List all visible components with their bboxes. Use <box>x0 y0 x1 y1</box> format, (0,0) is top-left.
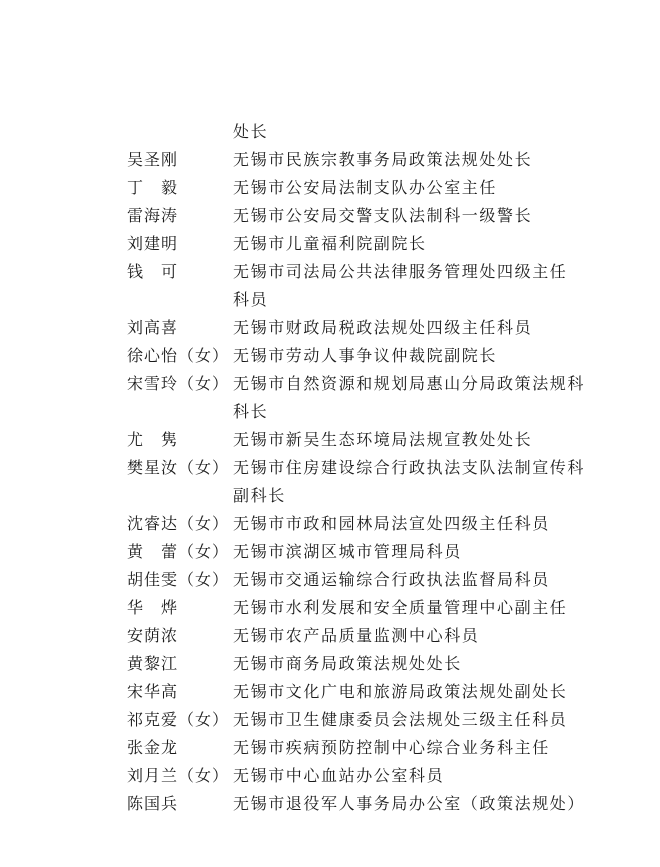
person-name: 刘建明 <box>127 234 179 253</box>
list-item <box>127 342 607 370</box>
person-position: 无锡市公安局法制支队办公室主任 <box>233 178 498 197</box>
list-item <box>127 202 607 230</box>
person-position: 无锡市疾病预防控制中心综合业务科主任 <box>233 738 550 757</box>
person-name: 祁克爱（女） <box>127 710 230 729</box>
person-name: 宋华高 <box>127 682 179 701</box>
person-name: 黄 蕾（女） <box>127 542 230 561</box>
person-name: 胡佳雯（女） <box>127 570 230 589</box>
list-item <box>127 174 607 202</box>
list-item <box>127 650 607 678</box>
person-name: 丁 毅 <box>127 178 179 197</box>
person-name: 陈国兵 <box>127 794 179 813</box>
person-name: 华 烨 <box>127 598 179 617</box>
list-item <box>127 230 607 258</box>
person-position: 无锡市财政局税政法规处四级主任科员 <box>233 318 533 337</box>
person-position: 无锡市商务局政策法规处处长 <box>233 654 462 673</box>
person-position: 无锡市公安局交警支队法制科一级警长 <box>233 206 533 225</box>
list-item <box>127 538 607 566</box>
person-position: 无锡市水利发展和安全质量管理中心副主任 <box>233 598 568 617</box>
person-position: 无锡市司法局公共法律服务管理处四级主任 科员 <box>233 262 568 309</box>
list-item <box>127 762 607 790</box>
person-name: 沈睿达（女） <box>127 514 230 533</box>
person-name: 宋雪玲（女） <box>127 374 230 393</box>
person-position: 无锡市新吴生态环境局法规宣教处处长 <box>233 430 533 449</box>
list-item <box>127 258 607 314</box>
person-position: 无锡市住房建设综合行政执法支队法制宣传科 副科长 <box>233 458 586 505</box>
list-item <box>127 370 607 426</box>
person-position: 无锡市农产品质量监测中心科员 <box>233 626 480 645</box>
person-position: 无锡市卫生健康委员会法规处三级主任科员 <box>233 710 568 729</box>
list-item <box>127 454 607 510</box>
list-item <box>127 118 607 146</box>
person-name: 钱 可 <box>127 262 179 281</box>
person-name: 安荫浓 <box>127 626 179 645</box>
list-item <box>127 706 607 734</box>
list-item <box>127 146 607 174</box>
person-position: 无锡市市政和园林局法宣处四级主任科员 <box>233 514 550 533</box>
list-item <box>127 678 607 706</box>
person-name: 雷海涛 <box>127 206 179 225</box>
person-position: 无锡市劳动人事争议仲裁院副院长 <box>233 346 498 365</box>
list-item <box>127 790 607 818</box>
person-position: 无锡市滨湖区城市管理局科员 <box>233 542 462 561</box>
person-name: 张金龙 <box>127 738 179 757</box>
list-item <box>127 566 607 594</box>
person-position: 无锡市交通运输综合行政执法监督局科员 <box>233 570 550 589</box>
person-name: 尤 隽 <box>127 430 179 449</box>
list-item <box>127 426 607 454</box>
list-item <box>127 622 607 650</box>
person-position: 无锡市自然资源和规划局惠山分局政策法规科 科长 <box>233 374 586 421</box>
person-position: 处长 <box>233 122 269 141</box>
person-position: 无锡市退役军人事务局办公室（政策法规处） <box>233 794 586 813</box>
person-position: 无锡市民族宗教事务局政策法规处处长 <box>233 150 533 169</box>
list-item <box>127 314 607 342</box>
personnel-list <box>127 118 607 818</box>
list-item <box>127 734 607 762</box>
list-item <box>127 594 607 622</box>
person-name: 刘高喜 <box>127 318 179 337</box>
person-position: 无锡市中心血站办公室科员 <box>233 766 445 785</box>
person-name: 徐心怡（女） <box>127 346 230 365</box>
person-name: 黄黎江 <box>127 654 179 673</box>
list-item <box>127 510 607 538</box>
person-name: 吴圣刚 <box>127 150 179 169</box>
person-name: 刘月兰（女） <box>127 766 230 785</box>
person-name: 樊星汝（女） <box>127 458 230 477</box>
person-position: 无锡市儿童福利院副院长 <box>233 234 427 253</box>
person-position: 无锡市文化广电和旅游局政策法规处副处长 <box>233 682 568 701</box>
